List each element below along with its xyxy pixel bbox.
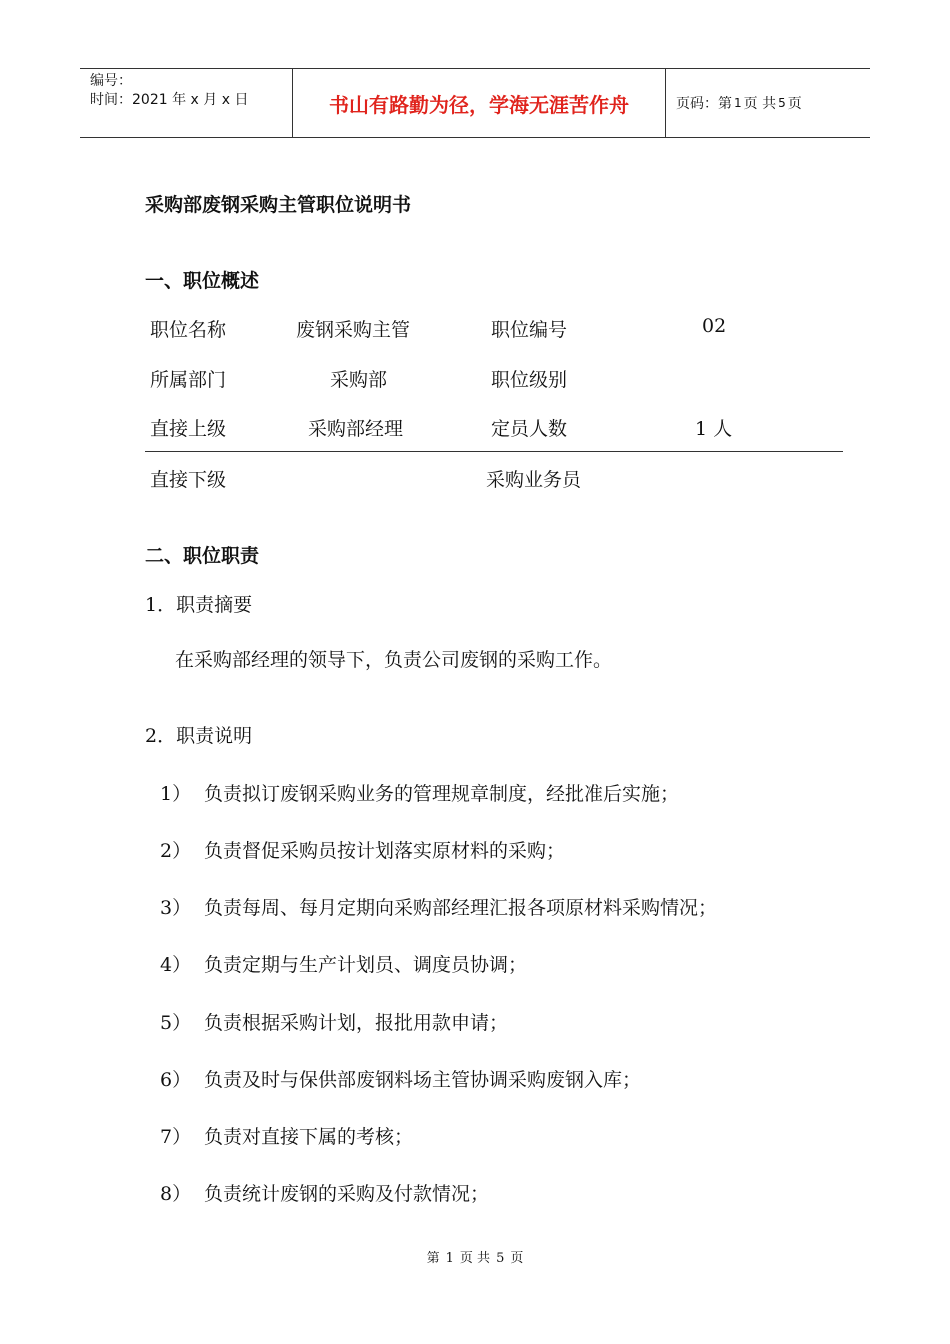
- info-label: 职位级别: [491, 369, 568, 391]
- list-number: 1）: [160, 783, 192, 805]
- footer-total: 5: [496, 1251, 505, 1266]
- info-label: 所属部门: [150, 369, 227, 391]
- page-footer: [0, 1247, 950, 1266]
- page-mid: 页 共: [743, 96, 777, 112]
- section-heading-duties: 二、职位职责: [145, 545, 260, 567]
- list-item: [160, 950, 527, 977]
- list-item: [160, 1179, 489, 1206]
- list-text: 负责定期与生产计划员、调度员协调；: [204, 954, 528, 976]
- info-value: 采购业务员: [486, 469, 582, 491]
- list-text: 负责统计废钢的采购及付款情况；: [204, 1183, 490, 1205]
- page-prefix: 页码：第: [676, 96, 732, 112]
- list-number: 4）: [160, 954, 192, 976]
- info-label: 定员人数: [491, 418, 568, 440]
- list-text: 负责每周、每月定期向采购部经理汇报各项原材料采购情况；: [204, 897, 718, 919]
- detail-heading: 2．职责说明: [145, 725, 253, 747]
- info-value: 02: [702, 315, 727, 337]
- info-label: 直接下级: [150, 469, 227, 491]
- info-row-subordinate: [150, 465, 850, 495]
- page-total: 5: [778, 96, 786, 110]
- list-item: [160, 779, 679, 806]
- list-item: [160, 1122, 413, 1149]
- summary-heading: 1．职责摘要: [145, 594, 253, 616]
- header-meta: [80, 69, 292, 137]
- list-item: [160, 1008, 508, 1035]
- header-motto: 书山有路勤为径，学海无涯苦作舟: [292, 69, 666, 137]
- info-value: 采购部经理: [308, 418, 404, 440]
- page-suffix: 页: [787, 96, 802, 112]
- info-label: 直接上级: [150, 418, 227, 440]
- list-number: 6）: [160, 1069, 192, 1091]
- list-text: 负责拟订废钢采购业务的管理规章制度，经批准后实施；: [204, 783, 680, 805]
- info-value: 采购部: [330, 369, 388, 391]
- footer-mid: 页 共: [459, 1251, 491, 1266]
- table-rule: [145, 451, 843, 452]
- info-row-2: [150, 365, 850, 395]
- date-text: 时间：2021 年 x 月 x 日: [90, 92, 249, 108]
- info-label: 职位编号: [491, 319, 568, 341]
- info-label: 职位名称: [150, 319, 227, 341]
- list-item: [160, 1065, 641, 1092]
- serial-number-label: 编号：: [90, 73, 132, 89]
- list-text: 负责对直接下属的考核；: [204, 1126, 414, 1148]
- info-value: 1 人: [695, 418, 733, 440]
- list-text: 负责及时与保供部废钢料场主管协调采购废钢入库；: [204, 1069, 642, 1091]
- list-text: 负责督促采购员按计划落实原材料的采购；: [204, 840, 566, 862]
- list-item: [160, 836, 565, 863]
- document-header: [80, 68, 870, 138]
- footer-current: 1: [445, 1251, 454, 1266]
- info-row-1: [150, 315, 850, 345]
- header-page-info: [666, 69, 870, 137]
- footer-prefix: 第: [426, 1251, 440, 1266]
- list-number: 7）: [160, 1126, 192, 1148]
- summary-text: 在采购部经理的领导下，负责公司废钢的采购工作。: [175, 649, 613, 671]
- list-number: 5）: [160, 1012, 192, 1034]
- list-item: [160, 893, 717, 920]
- info-row-3: [150, 414, 850, 444]
- list-text: 负责根据采购计划，报批用款申请；: [204, 1012, 509, 1034]
- document-title: 采购部废钢采购主管职位说明书: [145, 194, 412, 216]
- list-number: 8）: [160, 1183, 192, 1205]
- page-current: 1: [734, 96, 742, 110]
- list-number: 2）: [160, 840, 192, 862]
- info-value: 废钢采购主管: [296, 319, 411, 341]
- footer-suffix: 页: [510, 1251, 524, 1266]
- list-number: 3）: [160, 897, 192, 919]
- section-heading-overview: 一、职位概述: [145, 270, 260, 292]
